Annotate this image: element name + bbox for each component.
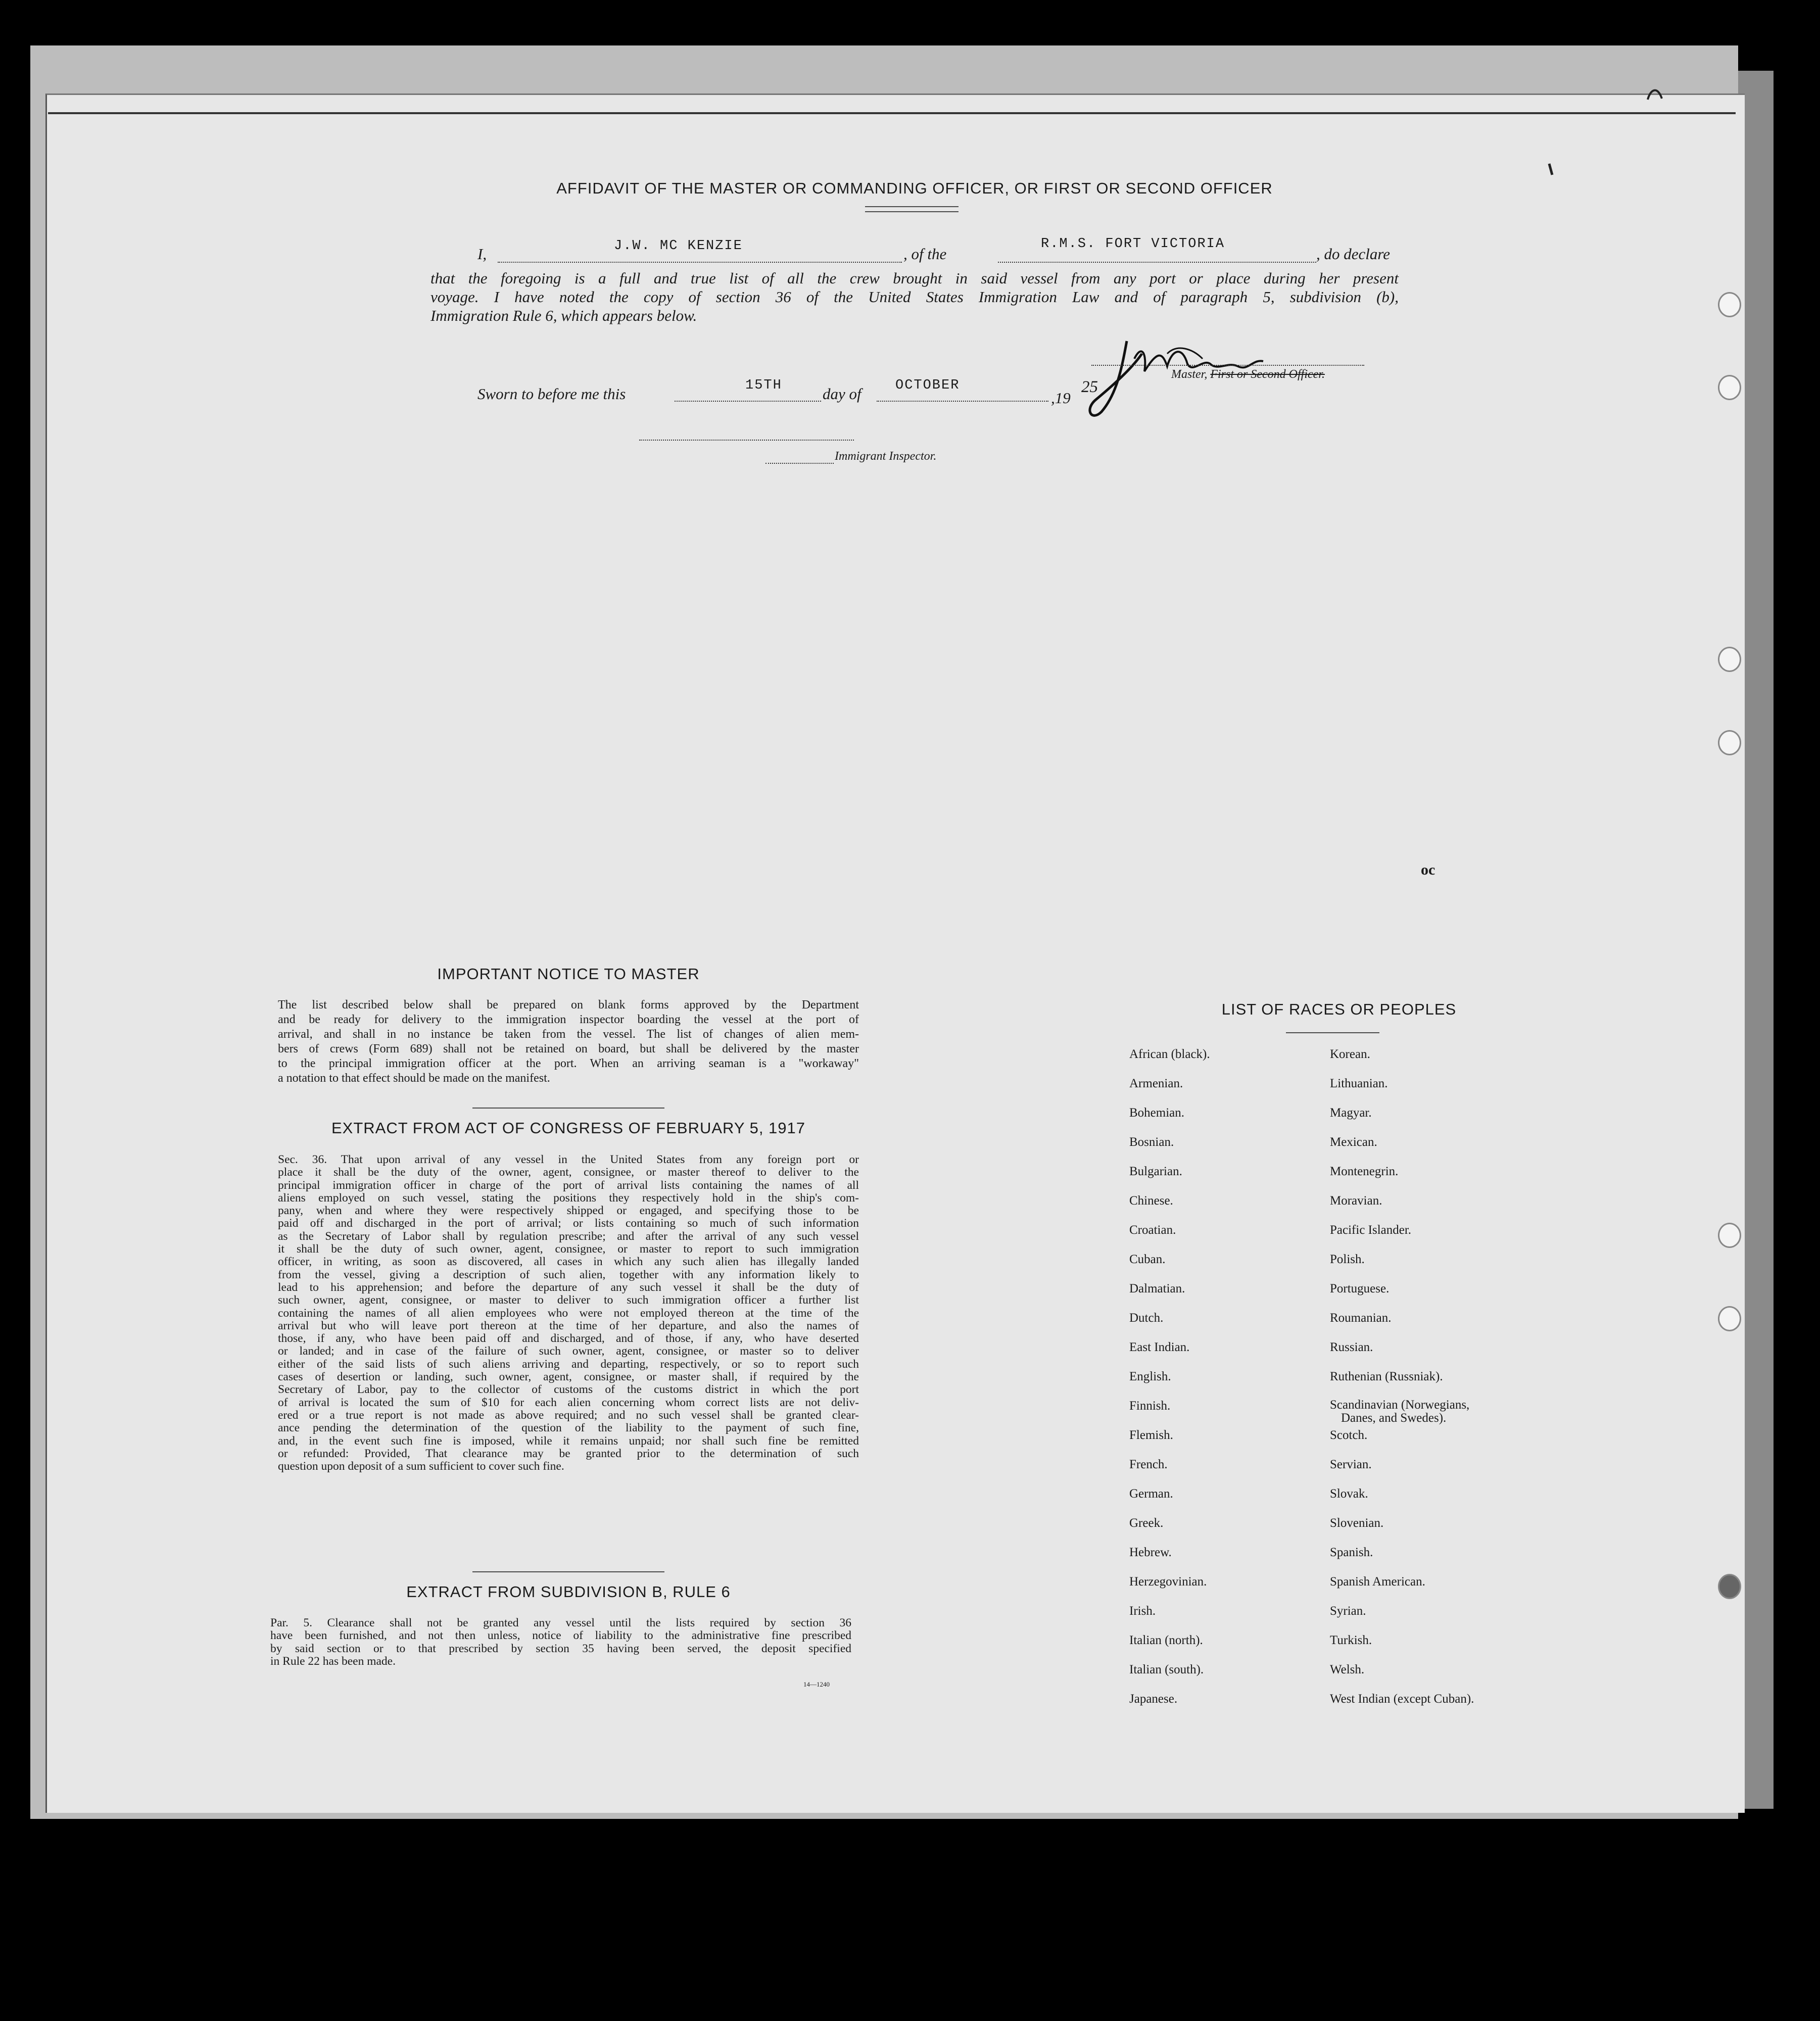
year-prefix: ,19 bbox=[1051, 389, 1071, 407]
do-declare-text: , do declare bbox=[1316, 245, 1391, 263]
affidavit-paragraph bbox=[430, 269, 1399, 325]
race-item: Portuguese. bbox=[1330, 1282, 1390, 1295]
role-struck: First or Second Officer. bbox=[1210, 368, 1325, 381]
races-heading-underline bbox=[1286, 1032, 1379, 1033]
race-item: Japanese. bbox=[1129, 1692, 1178, 1706]
act-divider bbox=[472, 1571, 664, 1572]
act-line: those, if any, who have been paid off and discharged, and of those, if any, who have deserted bbox=[278, 1332, 859, 1345]
race-item: West Indian (except Cuban). bbox=[1330, 1692, 1474, 1706]
race-item: English. bbox=[1129, 1370, 1171, 1383]
tick-mark-icon bbox=[1546, 162, 1556, 177]
binder-hole-icon bbox=[1718, 647, 1741, 672]
year-suffix: 25 bbox=[1081, 378, 1098, 396]
race-item: Irish. bbox=[1129, 1604, 1156, 1618]
act-line: and, in the event such fine is imposed, while it remains unpaid; nor shall such fine be remitted bbox=[278, 1434, 859, 1448]
act-line: containing the names of all alien employees who were not employed thereon at the time of the bbox=[278, 1306, 859, 1320]
notice-line: and be ready for delivery to the immigration inspector boarding the vessel at the port of bbox=[278, 1013, 859, 1026]
race-item: Flemish. bbox=[1129, 1428, 1173, 1442]
race-item: Moravian. bbox=[1330, 1194, 1382, 1208]
race-item-main: Scandinavian (Norwegians, bbox=[1330, 1398, 1470, 1412]
notice-heading: IMPORTANT NOTICE TO MASTER bbox=[437, 965, 700, 983]
race-item: Polish. bbox=[1330, 1253, 1365, 1266]
race-item: Pacific Islander. bbox=[1330, 1223, 1412, 1237]
race-item: Bulgarian. bbox=[1129, 1165, 1182, 1178]
race-item: Korean. bbox=[1330, 1047, 1370, 1061]
races-column-1 bbox=[1129, 1047, 1210, 1721]
notice-line: bers of crews (Form 689) shall not be retained on board, but shall be delivered by the master bbox=[278, 1042, 859, 1055]
race-item: Italian (south). bbox=[1129, 1663, 1204, 1676]
act-line: Sec. 36. That upon arrival of any vessel in the United States from any foreign port or bbox=[278, 1153, 859, 1166]
act-line: either of the said lists of such aliens arriving and departing, respectively, or so to report such bbox=[278, 1357, 859, 1371]
notice-line: The list described below shall be prepared on blank forms approved by the Department bbox=[278, 998, 859, 1012]
binder-hole-icon bbox=[1718, 1306, 1741, 1331]
act-line: such owner, agent, consignee, or master to deliver to such immigration officer a further list bbox=[278, 1293, 859, 1307]
document-page bbox=[45, 93, 1745, 1813]
act-line: Secretary of Labor, pay to the collector of customs of the customs district in which the port bbox=[278, 1383, 859, 1397]
race-item bbox=[1330, 1399, 1474, 1428]
notice-line: arrival, and shall in no instance be taken from the vessel. The list of changes of alien mem- bbox=[278, 1028, 859, 1041]
sworn-month-line bbox=[877, 401, 1048, 402]
rule-text bbox=[270, 1617, 851, 1668]
signature-role bbox=[1171, 368, 1325, 381]
inspector-line-2 bbox=[765, 463, 834, 464]
title-underline-2 bbox=[865, 211, 959, 212]
act-line: ered or a true report is not made as above required; and no such vessel shall be granted clear- bbox=[278, 1408, 859, 1422]
signature-line bbox=[1091, 365, 1364, 366]
sworn-label: Sworn to before me this bbox=[477, 385, 626, 403]
act-line: of arrival is located the sum of $10 for each alien concerning whom correct lists are not deliv- bbox=[278, 1396, 859, 1409]
race-item-continuation: Danes, and Swedes). bbox=[1341, 1411, 1447, 1425]
form-number: 14—1240 bbox=[803, 1680, 830, 1688]
race-item: Turkish. bbox=[1330, 1633, 1372, 1647]
act-line: arrival but who will leave port thereon at the time of her departure, and also the names of bbox=[278, 1319, 859, 1332]
rule-heading: EXTRACT FROM SUBDIVISION B, RULE 6 bbox=[406, 1583, 731, 1601]
act-line: cases of desertion or landing, such owner, agent, consignee, or master shall, if required by the bbox=[278, 1370, 859, 1384]
inspector-label: Immigrant Inspector. bbox=[835, 450, 937, 463]
title-underline bbox=[865, 206, 959, 207]
binder-hole-icon bbox=[1718, 1574, 1741, 1599]
sworn-month-value: OCTOBER bbox=[895, 378, 960, 393]
act-line: question upon deposit of a sum sufficient to cover such fine. bbox=[278, 1460, 564, 1473]
of-the-text: , of the bbox=[903, 245, 947, 263]
binder-hole-icon bbox=[1718, 375, 1741, 400]
race-item: Russian. bbox=[1330, 1340, 1373, 1354]
race-item: Bohemian. bbox=[1129, 1106, 1185, 1120]
act-line: or refunded: Provided, That clearance may be granted prior to the determination of such bbox=[278, 1447, 859, 1460]
race-item: African (black). bbox=[1129, 1047, 1210, 1061]
affidavit-line-1: that the foregoing is a full and true list of all the crew brought in said vessel from any port or place during her present bbox=[430, 269, 1399, 287]
race-item: Syrian. bbox=[1330, 1604, 1366, 1618]
notice-text bbox=[278, 998, 859, 1086]
race-item: Dalmatian. bbox=[1129, 1282, 1185, 1295]
binder-hole-icon bbox=[1718, 292, 1741, 317]
race-item: Finnish. bbox=[1129, 1399, 1171, 1413]
act-line: paid off and discharged in the port of arrival; or lists containing so much of such information bbox=[278, 1217, 859, 1230]
page-top-rule bbox=[48, 112, 1736, 114]
vessel-name-line bbox=[998, 262, 1316, 263]
act-line: as the Secretary of Labor shall by regulation prescribe; and after the arrival of any such vessel bbox=[278, 1229, 859, 1243]
race-item: Spanish. bbox=[1330, 1546, 1373, 1559]
rule-line: by said section or to that prescribed by section 35 having been served, the deposit specified bbox=[270, 1642, 851, 1655]
race-item: Hebrew. bbox=[1129, 1546, 1172, 1559]
affidavit-line-2: voyage. I have noted the copy of section 36 of the United States Immigration Law and of paragraph 5, subdivision (b), bbox=[430, 288, 1399, 306]
races-column-2 bbox=[1330, 1047, 1474, 1721]
act-line: principal immigration officer in charge of the port of arrival lists containing the names of all bbox=[278, 1178, 859, 1192]
vessel-name-value: R.M.S. FORT VICTORIA bbox=[1041, 236, 1225, 252]
master-name-value: J.W. MC KENZIE bbox=[614, 238, 743, 254]
race-item: Welsh. bbox=[1330, 1663, 1365, 1676]
race-item: Italian (north). bbox=[1129, 1633, 1203, 1647]
binder-hole-icon bbox=[1718, 1223, 1741, 1248]
race-item: Servian. bbox=[1330, 1458, 1372, 1471]
race-item: Montenegrin. bbox=[1330, 1165, 1399, 1178]
act-line: or landed; and in case of the failure of such owner, agent, consignee, or master so to deliver bbox=[278, 1344, 859, 1358]
sworn-day-line bbox=[675, 401, 821, 402]
inspector-signature-line bbox=[639, 440, 854, 441]
act-line: officer, in writing, as soon as discovered, all cases in which any such alien has illegally landed bbox=[278, 1255, 859, 1269]
race-item: Greek. bbox=[1129, 1516, 1164, 1530]
day-of-label: day of bbox=[823, 385, 861, 403]
races-heading: LIST OF RACES OR PEOPLES bbox=[1221, 1000, 1457, 1018]
act-text bbox=[278, 1153, 859, 1473]
act-line: it shall be the duty of such owner, agent, consignee, or master to report to such immigration bbox=[278, 1242, 859, 1256]
act-line: from the vessel, giving a description of such alien, together with any information likely to bbox=[278, 1268, 859, 1281]
race-item: German. bbox=[1129, 1487, 1173, 1501]
act-line: aliens employed on such vessel, stating the positions they respectively hold in the ship's com- bbox=[278, 1191, 859, 1205]
race-item: French. bbox=[1129, 1458, 1168, 1471]
race-item: Croatian. bbox=[1129, 1223, 1176, 1237]
rule-line: Par. 5. Clearance shall not be granted any vessel until the lists required by section 36 bbox=[270, 1616, 851, 1629]
race-item: Slovenian. bbox=[1330, 1516, 1384, 1530]
race-item: Armenian. bbox=[1129, 1077, 1183, 1090]
notice-divider bbox=[472, 1108, 664, 1109]
race-item: Mexican. bbox=[1330, 1135, 1377, 1149]
act-line: ance pending the determination of the question of the liability to the payment of such fine, bbox=[278, 1421, 859, 1435]
race-item: Spanish American. bbox=[1330, 1575, 1425, 1589]
race-item: East Indian. bbox=[1129, 1340, 1190, 1354]
race-item: Slovak. bbox=[1330, 1487, 1368, 1501]
race-item: Dutch. bbox=[1129, 1311, 1164, 1325]
race-item: Roumanian. bbox=[1330, 1311, 1392, 1325]
binder-hole-icon bbox=[1718, 730, 1741, 755]
role-master: Master, bbox=[1171, 368, 1208, 381]
corner-mark-icon bbox=[1645, 83, 1665, 104]
race-item: Bosnian. bbox=[1129, 1135, 1174, 1149]
race-item: Magyar. bbox=[1330, 1106, 1372, 1120]
rule-line: have been furnished, and not then unless, notice of liability to the administrative fine prescribed bbox=[270, 1629, 851, 1643]
declarant-pronoun: I, bbox=[477, 245, 487, 263]
affidavit-title: AFFIDAVIT OF THE MASTER OR COMMANDING OFFICER, OR FIRST OR SECOND OFFICER bbox=[556, 179, 1273, 197]
sworn-day-value: 15TH bbox=[745, 378, 782, 393]
act-line: pany, when and where they were respectively shipped or engaged, and specifying those to be bbox=[278, 1204, 859, 1218]
race-item: Lithuanian. bbox=[1330, 1077, 1388, 1090]
act-line: lead to his apprehension; and before the departure of any such vessel it shall be the duty of bbox=[278, 1280, 859, 1294]
race-item: Chinese. bbox=[1129, 1194, 1173, 1208]
margin-scribble: oc bbox=[1421, 861, 1435, 878]
race-item: Scotch. bbox=[1330, 1428, 1368, 1442]
race-item: Ruthenian (Russniak). bbox=[1330, 1370, 1443, 1383]
notice-line: a notation to that effect should be made on the manifest. bbox=[278, 1072, 550, 1085]
act-line: place it shall be the duty of the owner, agent, consignee, or master thereof to deliver to the bbox=[278, 1166, 859, 1179]
act-heading: EXTRACT FROM ACT OF CONGRESS OF FEBRUARY 5, 1917 bbox=[331, 1119, 806, 1137]
race-item: Herzegovinian. bbox=[1129, 1575, 1207, 1589]
master-name-line bbox=[498, 262, 902, 263]
rule-line: in Rule 22 has been made. bbox=[270, 1654, 396, 1668]
race-item: Cuban. bbox=[1129, 1253, 1166, 1266]
affidavit-line-3: Immigration Rule 6, which appears below. bbox=[430, 307, 697, 324]
notice-line: to the principal immigration officer at the port. When an arriving seaman is a "workaway" bbox=[278, 1057, 859, 1070]
